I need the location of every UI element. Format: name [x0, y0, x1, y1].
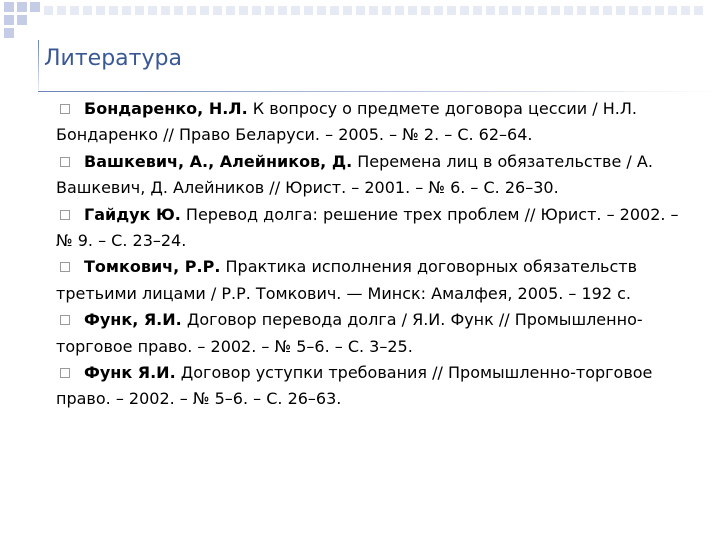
reference-author: Вашкевич, А., Алейников, Д. — [84, 151, 353, 171]
reference-author: Томкович, Р.Р. — [84, 257, 221, 277]
square-bullet-icon — [60, 315, 70, 325]
reference-item — [56, 202, 696, 255]
square-bullet-icon — [60, 157, 70, 167]
reference-text: Перевод долга: решение трех проблем // Юрист. – 2002. – № 9. – С. 23–24. — [56, 204, 679, 251]
decor-square — [17, 15, 27, 25]
reference-list — [56, 96, 696, 413]
decor-square — [30, 2, 40, 12]
decorative-corner-squares — [0, 0, 720, 40]
reference-item — [56, 307, 696, 360]
reference-text: Договор уступки требования // Промышленно-торговое право. – 2002. – № 5–6. – С. 26–63. — [56, 363, 653, 409]
decor-square — [17, 2, 27, 12]
reference-text: Перемена лиц в обязательстве / А. Вашкевич, Д. Алейников // Юрист. – 2001. – № 6. – С. 26–30. — [56, 151, 653, 198]
reference-author: Гайдук Ю. — [84, 204, 181, 224]
decor-square — [4, 2, 14, 12]
decor-square — [4, 15, 14, 25]
square-bullet-icon — [60, 210, 70, 220]
square-bullet-icon — [60, 368, 70, 378]
reference-text: К вопросу о предмете договора цессии / Н.Л. Бондаренко // Право Беларуси. – 2005. – № 2. – С. 62–64. — [56, 99, 637, 145]
square-bullet-icon — [60, 262, 70, 272]
reference-author: Функ, Я.И. — [84, 310, 182, 330]
title-underline — [38, 91, 720, 92]
reference-item — [56, 96, 696, 149]
title-vertical-rule — [38, 40, 39, 90]
reference-author: Бондаренко, Н.Л. — [84, 99, 248, 118]
reference-author: Функ Я.И. — [84, 363, 176, 383]
reference-text: Практика исполнения договорных обязательств третьими лицами / Р.Р. Томкович. — Минск: Амалфея, 2005. – 192 с. — [56, 257, 638, 303]
reference-item — [56, 149, 696, 202]
square-bullet-icon — [60, 104, 70, 114]
reference-text: Договор перевода долга / Я.И. Функ // Промышленно-торговое право. – 2002. – № 5–6. – С. 3–25. — [56, 310, 643, 356]
slide-title: Литература — [44, 46, 182, 71]
reference-item — [56, 254, 696, 307]
decor-square-row — [44, 6, 703, 15]
decor-square — [4, 28, 14, 38]
reference-item — [56, 360, 696, 413]
